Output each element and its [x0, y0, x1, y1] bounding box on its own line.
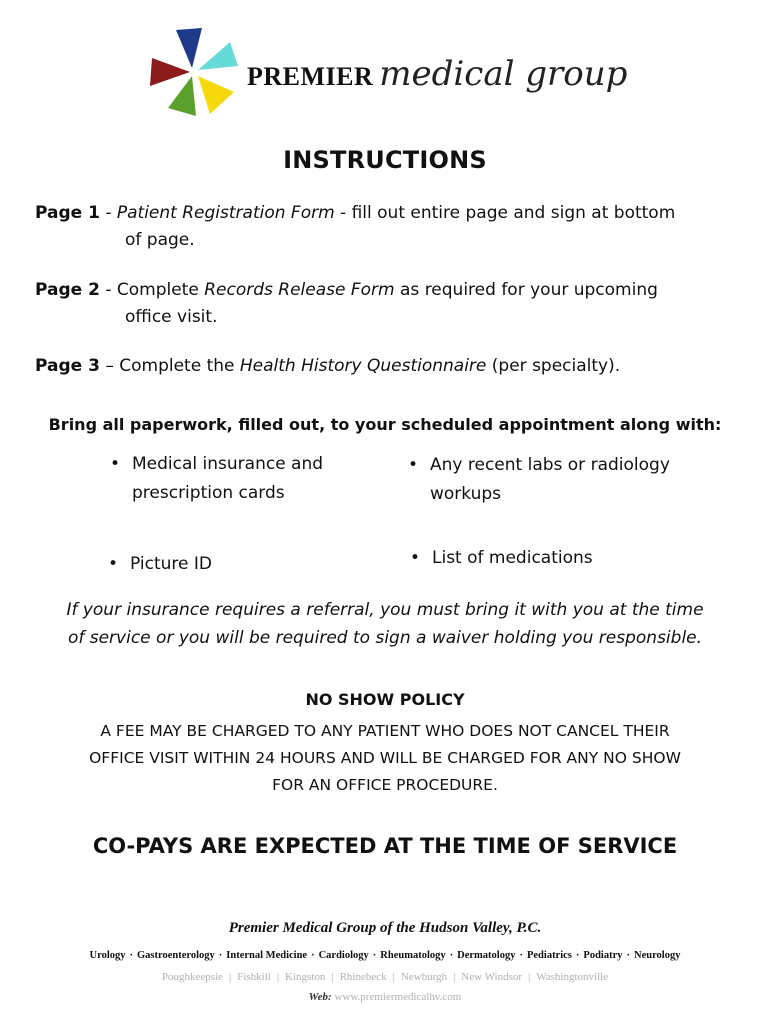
bullet-line: Medical insurance and — [132, 454, 324, 474]
copays-notice: CO-PAYS ARE EXPECTED AT THE TIME OF SERVICE — [92, 834, 678, 858]
instruction-page-2 — [35, 277, 735, 331]
bullet-dot-icon: • — [410, 548, 421, 568]
instruction-post: as required for your upcoming — [394, 280, 658, 300]
bullet-dot-icon: • — [110, 454, 121, 474]
instruction-post: - fill out entire page and sign at bottom — [334, 203, 676, 223]
footer-location: Poughkeepsie — [161, 971, 224, 983]
bullet-dot-icon: • — [408, 455, 419, 475]
instruction-page-1 — [35, 200, 735, 254]
bullet-line: List of medications — [432, 548, 593, 568]
bring-heading: Bring all paperwork, filled out, to your scheduled appointment along with: — [48, 415, 722, 434]
logo-blade — [198, 42, 238, 70]
bullet-labs — [408, 451, 700, 509]
instruction-pre: Complete the — [119, 356, 240, 376]
logo-brand-script: medical group — [379, 54, 628, 94]
referral-notice — [0, 596, 770, 652]
referral-line: If your insurance requires a referral, you must bring it with you at the time — [66, 600, 704, 620]
footer-website — [0, 991, 770, 1003]
footer-web-url[interactable]: www.premiermedicalhv.com — [334, 991, 462, 1003]
footer-specialty: Pediatrics — [526, 950, 572, 961]
no-show-title: NO SHOW POLICY — [305, 690, 465, 709]
bullet-line: Picture ID — [130, 554, 212, 574]
no-show-line: OFFICE VISIT WITHIN 24 HOURS AND WILL BE CHARGED FOR ANY NO SHOW — [89, 749, 681, 767]
logo-blade — [150, 58, 190, 86]
footer-web-label: Web: — [308, 991, 332, 1003]
instruction-sep: – — [99, 356, 120, 376]
footer-specialty: Neurology — [634, 950, 681, 961]
footer-specialty: Cardiology — [318, 950, 369, 961]
footer-specialty: Rheumatology — [380, 950, 446, 961]
logo-brand-bold: PREMIER — [247, 62, 374, 91]
footer-separator: · — [519, 950, 523, 961]
bullet-line: prescription cards — [132, 483, 285, 503]
bullet-line: workups — [430, 484, 502, 504]
instruction-post: (per specialty). — [486, 356, 621, 376]
instruction-label: Page 1 — [35, 203, 100, 223]
footer-separator: | — [229, 971, 232, 983]
footer-locations — [0, 971, 770, 983]
footer-specialty: Dermatology — [457, 950, 516, 961]
bullet-line: Any recent labs or radiology — [430, 455, 670, 475]
footer-separator: | — [276, 971, 280, 983]
footer-location: Fishkill — [237, 971, 271, 983]
footer-specialty: Podiatry — [583, 950, 623, 961]
instruction-continuation: of page. — [125, 230, 195, 250]
pinwheel-logo-icon — [150, 28, 238, 116]
footer-separator: | — [331, 971, 334, 983]
instruction-sep: - — [99, 203, 117, 223]
instruction-label: Page 2 — [35, 280, 100, 300]
referral-line: of service or you will be required to sign a waiver holding you responsible. — [67, 628, 703, 648]
logo-blade — [168, 76, 196, 116]
bullet-medications — [410, 544, 702, 573]
footer-separator: · — [575, 950, 580, 961]
footer-location: Kingston — [285, 971, 326, 983]
instruction-form-name: Records Release Form — [204, 280, 395, 300]
logo-wordmark — [247, 54, 627, 94]
logo-blade — [176, 28, 202, 68]
footer-location: Rhinebeck — [339, 971, 387, 983]
bullet-dot-icon: • — [108, 554, 119, 574]
footer-separator: · — [449, 950, 454, 961]
instruction-pre: Complete — [116, 280, 205, 300]
instruction-form-name: Health History Questionnaire — [239, 356, 487, 376]
footer-specialty: Internal Medicine — [226, 950, 308, 961]
footer-separator: | — [528, 971, 531, 983]
no-show-policy-text — [0, 718, 770, 799]
logo — [150, 28, 628, 120]
logo-blade — [198, 76, 234, 114]
footer-specialties — [0, 950, 770, 961]
footer-separator: | — [453, 971, 456, 983]
footer-separator: · — [311, 950, 315, 961]
instruction-sep: - — [99, 280, 117, 300]
footer-separator: · — [129, 950, 134, 961]
footer-specialty: Gastroenterology — [137, 950, 215, 961]
no-show-line: A FEE MAY BE CHARGED TO ANY PATIENT WHO DOES NOT CANCEL THEIR — [100, 722, 670, 740]
bullet-insurance — [110, 450, 402, 508]
footer-separator: · — [372, 950, 377, 961]
footer-separator: · — [218, 950, 223, 961]
footer-separator: | — [392, 971, 395, 983]
instruction-continuation: office visit. — [125, 307, 218, 327]
footer-location: Newburgh — [400, 971, 448, 983]
no-show-line: FOR AN OFFICE PROCEDURE. — [272, 776, 498, 794]
bullet-picture-id — [108, 550, 400, 579]
footer-specialty: Urology — [89, 950, 126, 961]
footer-separator: · — [626, 950, 630, 961]
footer-location: Washingtonville — [536, 971, 609, 983]
instruction-page-3 — [35, 353, 735, 380]
page-title: INSTRUCTIONS — [283, 146, 487, 174]
instruction-label: Page 3 — [35, 356, 100, 376]
footer-organization: Premier Medical Group of the Hudson Valley, P.C. — [228, 920, 542, 936]
instruction-form-name: Patient Registration Form — [116, 203, 335, 223]
footer-location: New Windsor — [461, 971, 523, 983]
